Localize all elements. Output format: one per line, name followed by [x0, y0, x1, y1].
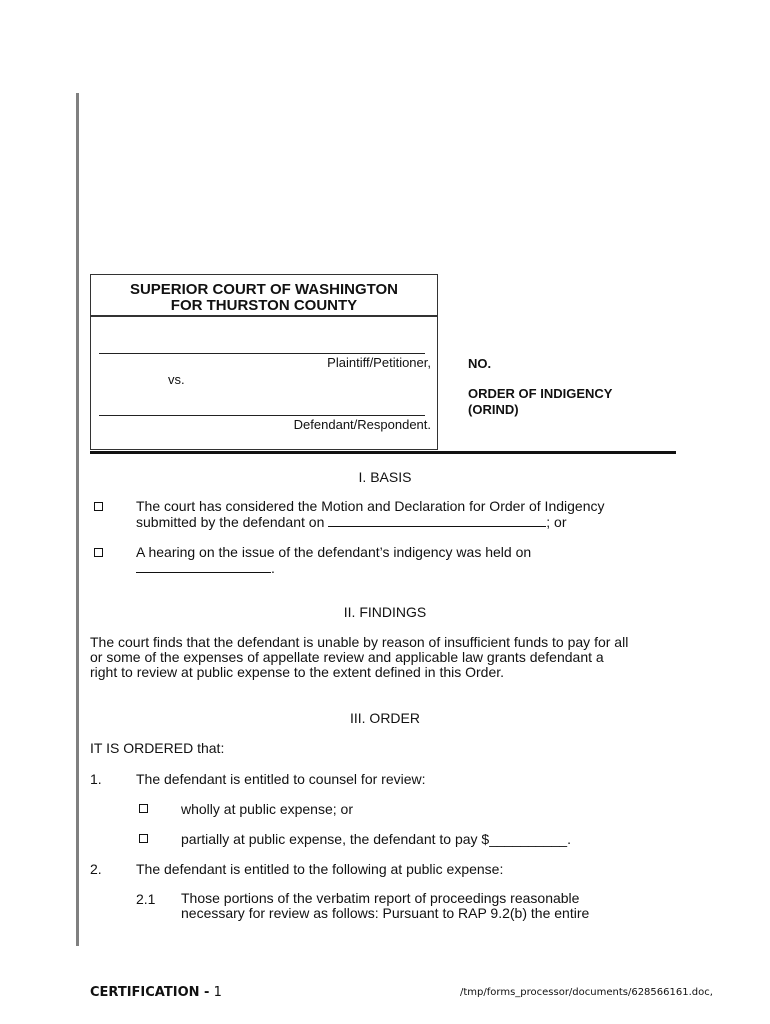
document-title-line1: ORDER OF INDIGENCY	[468, 386, 613, 401]
plaintiff-blank-line	[99, 353, 425, 354]
footer-file-path: /tmp/forms_processor/documents/628566161.doc,	[460, 987, 713, 998]
basis-option2-line1: A hearing on the issue of the defendant’s indigency was held on	[136, 544, 532, 560]
order-intro: IT IS ORDERED that:	[90, 740, 225, 756]
court-title-line2: FOR THURSTON COUNTY	[170, 297, 358, 314]
order-item21-line2: necessary for review as follows: Pursuant to RAP 9.2(b) the entire	[181, 905, 590, 921]
basis-option2-line2	[136, 560, 275, 576]
footer-certification	[90, 985, 222, 1000]
order-item21-number: 2.1	[136, 891, 156, 907]
footer-label: CERTIFICATION -	[90, 985, 210, 1000]
footer-page-number: 1	[213, 985, 222, 1000]
defendant-blank-line	[99, 415, 425, 416]
findings-line2: or some of the expenses of appellate review and applicable law grants defendant a	[90, 649, 604, 665]
section-basis-heading: I. BASIS	[358, 469, 412, 485]
counsel-partially-checkbox[interactable]	[139, 834, 148, 843]
hearing-date-blank[interactable]	[136, 560, 271, 573]
basis-option1-suffix: ; or	[546, 514, 567, 530]
counsel-wholly-checkbox[interactable]	[139, 804, 148, 813]
court-title-line1: SUPERIOR COURT OF WASHINGTON	[129, 281, 399, 298]
basis-option1-prefix: submitted by the defendant on	[136, 514, 325, 530]
court-title	[90, 282, 438, 314]
left-margin-line	[76, 93, 79, 946]
order-item2-text: The defendant is entitled to the following at public expense:	[136, 861, 504, 877]
order-item2-number: 2.	[90, 861, 102, 877]
basis-option1-line2	[136, 514, 566, 530]
findings-line3: right to review at public expense to the extent defined in this Order.	[90, 664, 505, 680]
order-item1-text: The defendant is entitled to counsel for review:	[136, 771, 426, 787]
order-item1-number: 1.	[90, 771, 102, 787]
basis-option2-checkbox[interactable]	[94, 548, 103, 557]
order-item21-line1: Those portions of the verbatim report of proceedings reasonable	[181, 890, 580, 906]
caption-divider	[90, 315, 438, 317]
basis-option1-line1: The court has considered the Motion and Declaration for Order of Indigency	[136, 498, 605, 514]
defendant-label: Defendant/Respondent.	[293, 417, 431, 432]
submitted-date-blank[interactable]	[328, 514, 546, 527]
section-findings-heading: II. FINDINGS	[343, 604, 427, 620]
section-order-heading: III. ORDER	[349, 710, 420, 726]
counsel-wholly-label: wholly at public expense; or	[181, 801, 353, 817]
document-title-line2: (ORIND)	[468, 402, 519, 417]
vs-label: vs.	[168, 372, 185, 387]
findings-line1: The court finds that the defendant is unable by reason of insufficient funds to pay for all	[90, 634, 629, 650]
caption-bottom-rule	[90, 451, 676, 454]
basis-option1-checkbox[interactable]	[94, 502, 103, 511]
counsel-partially-label: partially at public expense, the defendant to pay $__________.	[181, 831, 571, 847]
basis-option2-suffix: .	[271, 560, 275, 576]
case-number-label: NO.	[468, 356, 492, 371]
plaintiff-label: Plaintiff/Petitioner,	[327, 355, 431, 370]
